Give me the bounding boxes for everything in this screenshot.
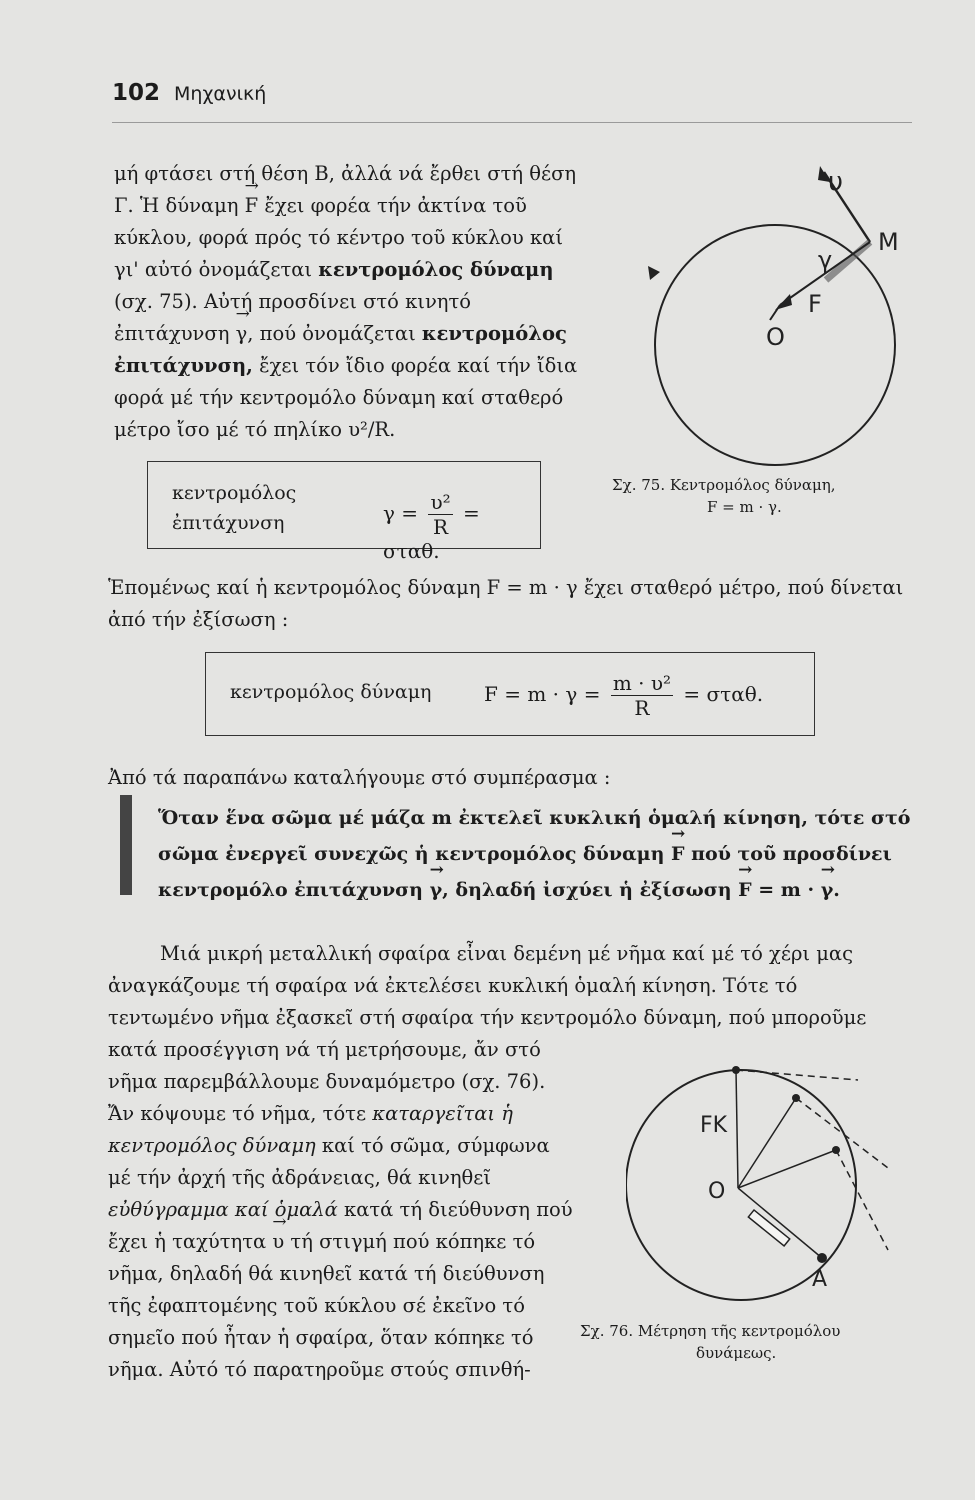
motion-arrow-icon: [648, 266, 660, 280]
circle-path: [626, 1070, 856, 1300]
paragraph-experiment-cont: τεντωμένο νῆμα ἐξασκεῖ στή σφαίρα τήν κεντρομόλο δύναμη, πού μποροῦμε: [108, 1006, 867, 1029]
paragraph-experiment: Μιά μικρή μεταλλική σφαίρα εἶναι δεμένη μέ νῆμα καί μέ τό χέρι μας ἀναγκάζουμε τή σφαίρα νά ἐκτελέσει κυκλική ὁμαλή κίνηση. Τότε τό: [108, 942, 854, 997]
label-F: F: [808, 290, 822, 318]
string-line: [736, 1070, 738, 1188]
figure-75-diagram: [630, 160, 930, 470]
label-O: O: [766, 323, 785, 351]
paragraph-centripetal-force: μή φτάσει στή θέση Β, ἀλλά νά ἔρθει στή θέση Γ. Ἡ δύναμη → F ἔχει φορέα τήν ἀκτίνα τοῦ κύκλου, φορά πρός τό κέντρο τοῦ κύκλου καί γι' αὐτό ὀνομάζεται κεντρομόλος δύναμη (σχ. 75). Αὐτή προσδίνει στό κινητό ἐπιτάχυνση → γ, πού ὀνομάζεται κεντρομόλος ἐπιτάχυνση, ἔχει τόν ἴδιο φορέα καί τήν ἴδια φορά μέ τήν κεντρομόλο δύναμη καί σταθερό μέτρο ἴσο μέ τό πηλίκο υ²/R.: [114, 158, 584, 446]
running-title: Μηχανική: [174, 83, 267, 105]
formula-box-acceleration: [147, 461, 541, 563]
page-number: 102: [112, 80, 161, 106]
radius-line: [770, 305, 780, 320]
fraction: $\frac{\text{υ²}}{R}$: [430, 490, 451, 539]
label-A: A: [812, 1267, 828, 1292]
paragraph-conclusion-intro: Ἀπό τά παραπάνω καταλήγουμε στό συμπέρασμα :: [108, 766, 611, 789]
label-u: υ: [828, 167, 844, 197]
law-statement: Ὅταν ἕνα σῶμα μέ μάζα m ἐκτελεῖ κυκλική ὁμαλή κίνηση, τότε στό σῶμα ἐνεργεῖ συνεχῶς ἡ κεντρομόλος δύναμη → F πού τοῦ προσδίνει κεντρομόλο ἐπιτάχυνση → γ, δηλαδή ἰσχύει ἡ ἐξίσωση → F = m · → γ.: [158, 800, 913, 908]
figure-76-diagram: [626, 1040, 916, 1320]
label-O: O: [708, 1179, 726, 1204]
figure-76-caption: Σχ. 76. Μέτρηση τῆς κεντρομόλου δυνάμεως.: [580, 1322, 841, 1362]
vector-gamma: → γ: [236, 318, 248, 350]
figure-75-caption: Σχ. 75. Κεντρομόλος δύναμη, F = m · γ.: [612, 476, 836, 516]
term-centripetal-force: κεντρομόλος δύναμη: [318, 258, 554, 281]
formula-label: κεντρομόλος ἐπιτάχυνση: [172, 482, 297, 534]
label-M: M: [878, 228, 899, 256]
formula-label: κεντρομόλος δύναμη: [230, 681, 432, 703]
law-marker-bar: [120, 795, 132, 895]
sphere-A: [817, 1253, 827, 1263]
sphere-position: [792, 1094, 800, 1102]
header-rule: [112, 122, 912, 123]
sphere-position: [732, 1066, 740, 1074]
label-FK: FK: [700, 1113, 728, 1138]
string-line: [738, 1098, 796, 1188]
string-line: [738, 1150, 836, 1188]
paragraph-force-magnitude: Ἑπομένως καί ἡ κεντρομόλος δύναμη F = m · γ ἔχει σταθερό μέτρο, πού δίνεται ἀπό τήν ἐξίσωση :: [108, 576, 904, 631]
formula-force: F = m · γ = $\frac{\text{m · υ²}}{R}$ = σταθ.: [484, 671, 764, 720]
formula-acceleration: γ = $\frac{\text{υ²}}{R}$ = σταθ.: [383, 490, 480, 563]
page-header: [112, 80, 266, 116]
dynamometer-icon: [748, 1210, 789, 1246]
paragraph-cut-string: κατά προσέγγιση νά τή μετρήσουμε, ἄν στό νῆμα παρεμβάλλουμε δυναμόμετρο (σχ. 76). Ἄν κόψουμε τό νῆμα, τότε καταργεῖται ἡ κεντρομόλος δύναμη καί τό σῶμα, σύμφωνα μέ τήν ἀρχή τῆς ἀδράνειας, θά κινηθεῖ εὐθύγραμμα καί ὁμαλά κατά τή διεύθυνση πού ἔχει ἡ ταχύτητα → υ τή στιγμή πού κόπηκε τό νῆμα, δηλαδή θά κινηθεῖ κατά τή διεύθυνση τῆς ἐφαπτομένης τοῦ κύκλου σέ ἐκεῖνο τό σημεῖο πού ἦταν ἡ σφαίρα, ὅταν κόπηκε τό νῆμα. Αὐτό τό παρατηροῦμε στούς σπινθή-: [108, 1034, 573, 1386]
dynamometer-string: [738, 1188, 822, 1258]
fraction: $\frac{\text{m · υ²}}{R}$: [612, 671, 672, 720]
tangent-dashed: [796, 1098, 888, 1168]
vector-F: → F: [245, 190, 259, 222]
sphere-position: [832, 1146, 840, 1154]
formula-box-force: [205, 652, 815, 736]
label-gamma: γ: [818, 246, 833, 274]
term-centripetal-acceleration: κεντρομόλος ἐπιτάχυνση,: [114, 322, 567, 377]
tangent-dashed: [736, 1070, 858, 1080]
